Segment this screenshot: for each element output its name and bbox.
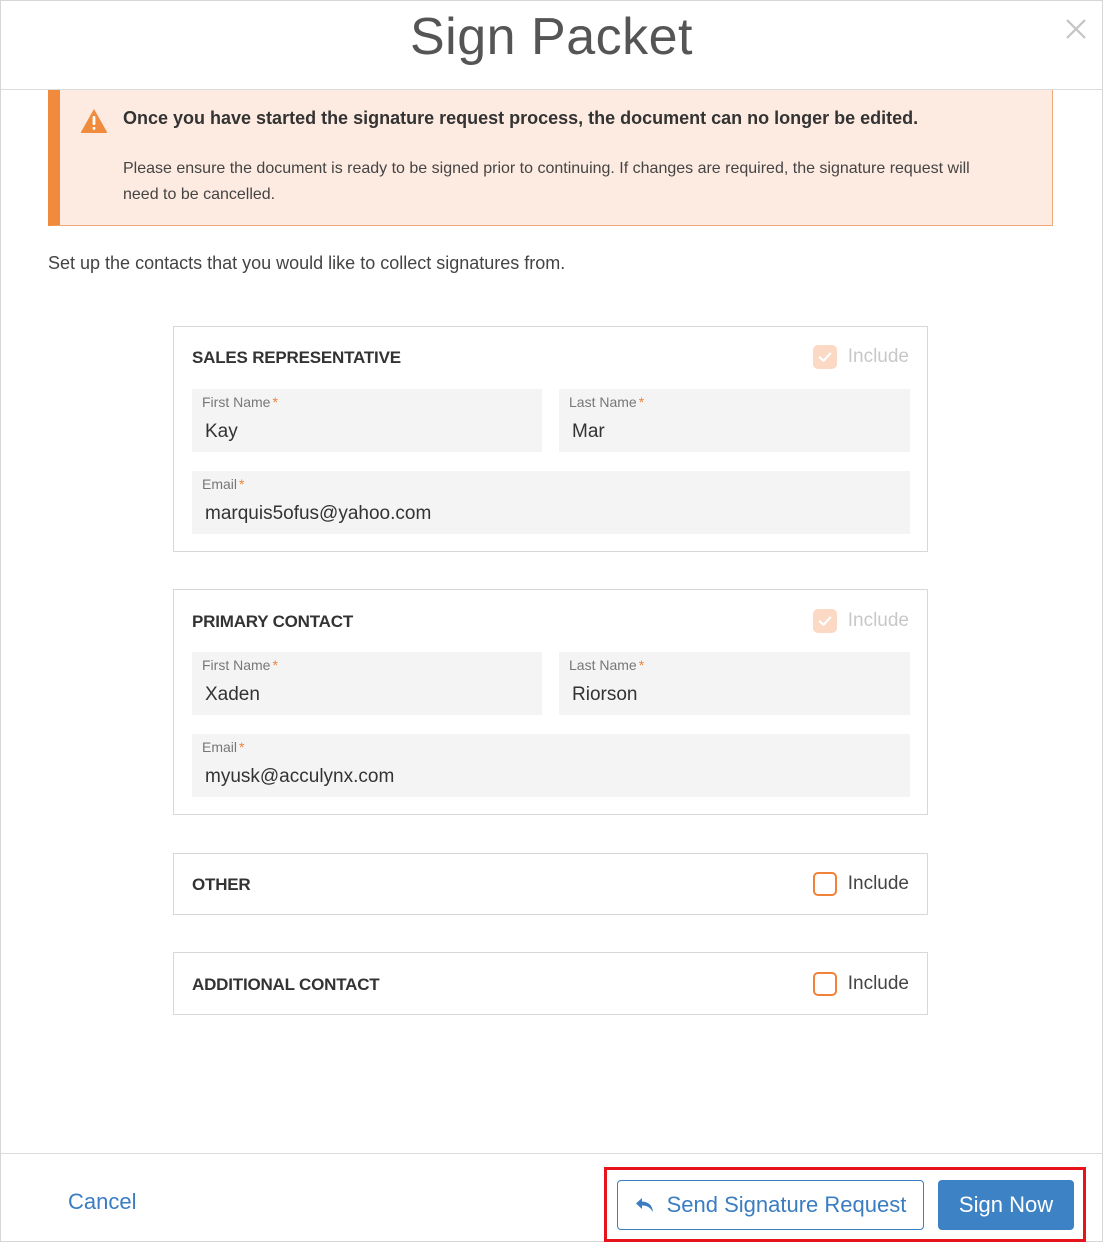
last-name-field[interactable] [559, 652, 910, 715]
reply-arrow-icon [635, 1196, 655, 1214]
field-label: First Name * [202, 657, 278, 673]
last-name-input[interactable] [572, 682, 900, 708]
field-label: Last Name * [569, 657, 645, 673]
send-signature-request-label: Send Signature Request [666, 1192, 907, 1217]
checkbox-checked-icon [813, 345, 837, 369]
include-label: Include [847, 873, 909, 894]
field-label: Email * [202, 476, 245, 492]
modal-title: Sign Packet [410, 8, 693, 66]
field-label: Email * [202, 739, 245, 755]
last-name-field[interactable] [559, 389, 910, 452]
sales-representative-card [173, 326, 928, 552]
first-name-input[interactable] [205, 682, 532, 708]
email-input[interactable] [205, 501, 900, 527]
section-title: PRIMARY CONTACT [192, 612, 354, 631]
first-name-field[interactable] [192, 389, 542, 452]
first-name-input[interactable] [205, 419, 532, 445]
cancel-button[interactable]: Cancel [68, 1189, 137, 1214]
email-field[interactable] [192, 734, 910, 797]
include-label: Include [847, 346, 909, 367]
email-input[interactable] [205, 764, 900, 790]
additional-contact-card [173, 952, 928, 1015]
warning-triangle-icon [80, 108, 108, 134]
warning-title: Once you have started the signature request process, the document can no longer be edited. [123, 108, 919, 128]
modal-header [1, 1, 1102, 90]
checkbox-unchecked-icon [813, 872, 837, 896]
field-label: First Name * [202, 394, 278, 410]
close-icon [1058, 11, 1094, 47]
include-label: Include [847, 610, 909, 631]
checkbox-checked-icon [813, 609, 837, 633]
first-name-field[interactable] [192, 652, 542, 715]
warning-body: Please ensure the document is ready to be signed prior to continuing. If changes are required, the signature request will need to be cancelled. [123, 160, 970, 203]
field-label: Last Name * [569, 394, 645, 410]
additional-contact-include-checkbox[interactable] [813, 971, 909, 997]
last-name-input[interactable] [572, 419, 900, 445]
send-signature-request-button[interactable] [617, 1180, 924, 1230]
close-button[interactable] [1058, 11, 1094, 47]
sales-rep-include-checkbox[interactable] [813, 344, 909, 370]
modal-footer [1, 1153, 1102, 1242]
other-include-checkbox[interactable] [813, 871, 909, 897]
primary-contact-card [173, 589, 928, 815]
section-title: OTHER [192, 875, 251, 894]
email-field[interactable] [192, 471, 910, 534]
checkbox-unchecked-icon [813, 972, 837, 996]
primary-contact-include-checkbox[interactable] [813, 608, 909, 634]
include-label: Include [847, 973, 909, 994]
intro-text: Set up the contacts that you would like to collect signatures from. [48, 253, 566, 273]
section-title: ADDITIONAL CONTACT [192, 975, 380, 994]
sign-now-button[interactable]: Sign Now [938, 1180, 1074, 1230]
other-card [173, 853, 928, 915]
section-title: SALES REPRESENTATIVE [192, 348, 401, 367]
warning-banner [48, 90, 1053, 226]
